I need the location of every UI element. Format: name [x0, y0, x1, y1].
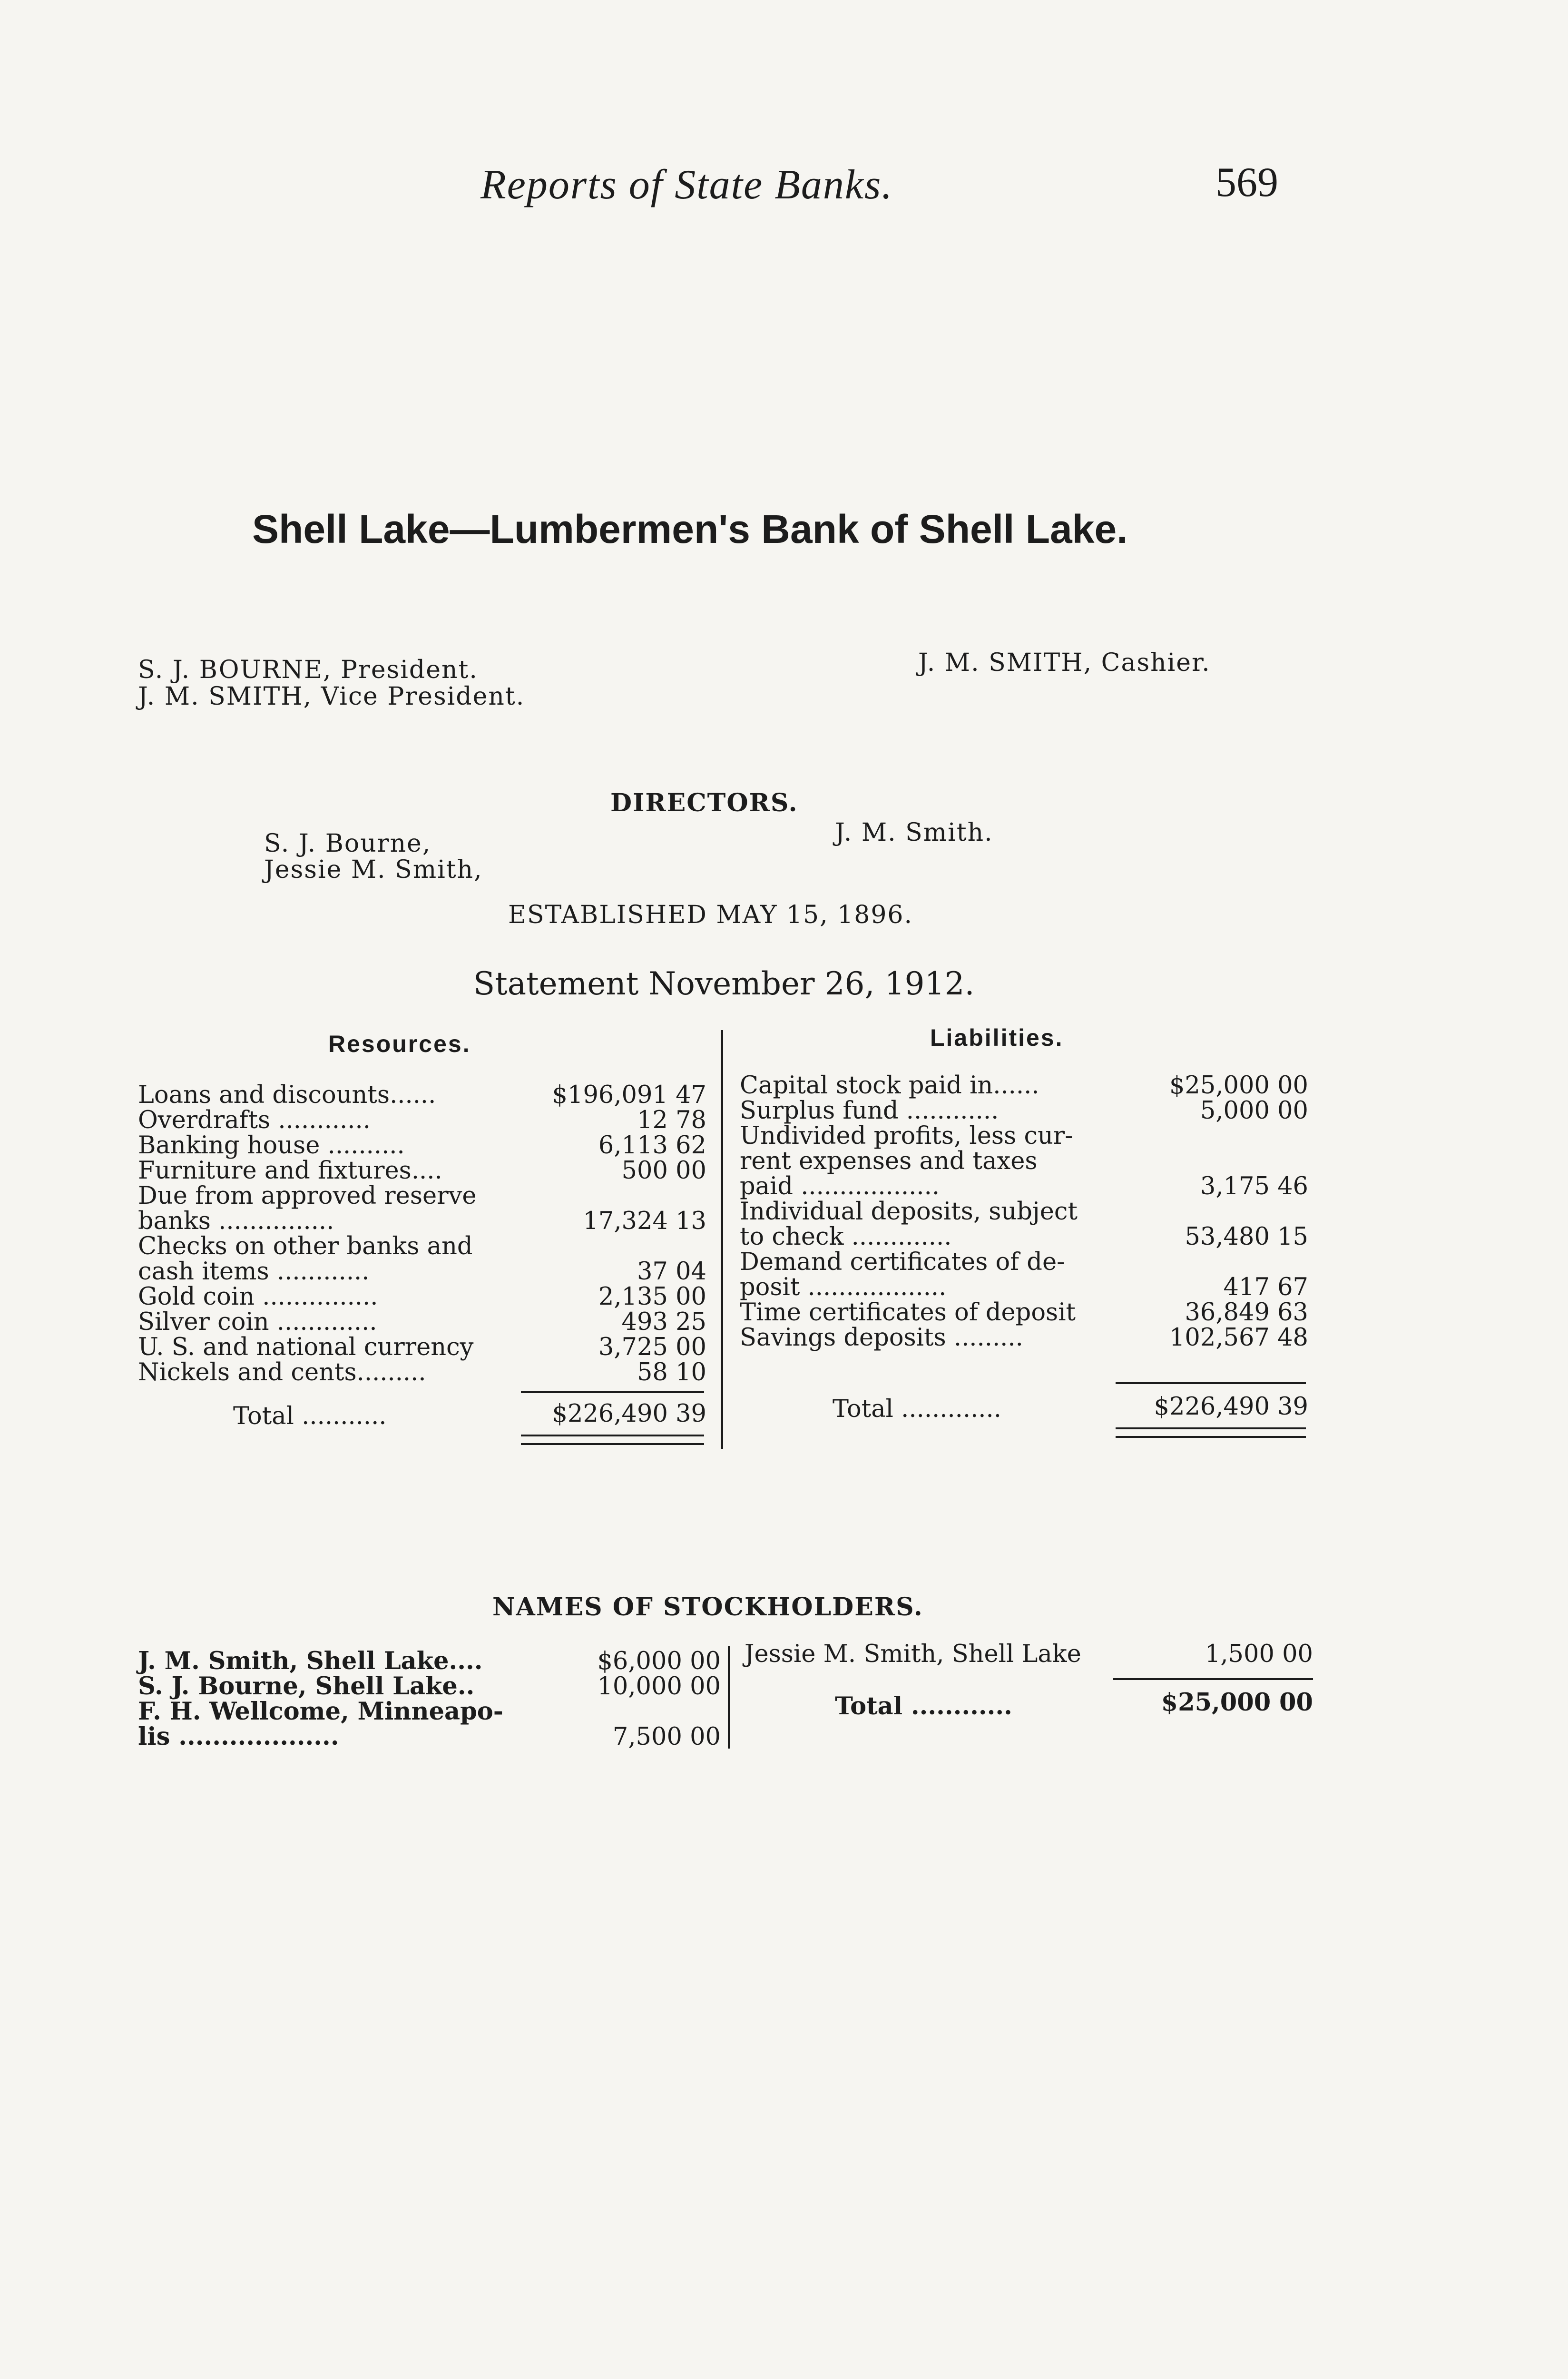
stockholders-right-amounts — [1139, 1642, 1313, 1667]
table-row-label: Savings deposits ......... — [740, 1324, 1023, 1352]
table-row-amount: 36,849 63 — [1185, 1298, 1308, 1327]
officer-cashier: J. M. SMITH, Cashier. — [918, 649, 1211, 677]
table-row-amount: 2,135 00 — [598, 1283, 706, 1311]
resources-amounts — [523, 1082, 706, 1385]
table-row-label: rent expenses and taxes — [740, 1147, 1038, 1175]
table-row-amount: 17,324 13 — [583, 1207, 706, 1235]
officer-vice-president: J. M. SMITH, Vice President. — [138, 682, 525, 711]
total-rule — [1116, 1382, 1306, 1384]
stockholder-amount: 1,500 00 — [1205, 1640, 1313, 1668]
officer-president: S. J. BOURNE, President. — [138, 656, 478, 684]
established-date: ESTABLISHED MAY 15, 1896. — [508, 901, 913, 929]
table-row-label: banks ............... — [138, 1207, 334, 1235]
table-row-label: paid .................. — [740, 1172, 940, 1200]
page-number: 569 — [1215, 159, 1278, 206]
total-double-rule — [521, 1435, 704, 1445]
stockholders-left-amounts — [538, 1649, 721, 1750]
table-row-amount: 3,725 00 — [598, 1333, 706, 1361]
table-row-amount: 417 67 — [1223, 1273, 1308, 1301]
director-name: J. M. Smith. — [835, 818, 993, 847]
table-row-label: Furniture and fixtures.... — [138, 1157, 442, 1185]
table-row-amount: $25,000 00 — [1169, 1072, 1308, 1100]
stockholders-total-label: Total ............ — [835, 1692, 1012, 1720]
table-row-amount — [1123, 1123, 1308, 1149]
resources-total-amount: $226,490 39 — [552, 1400, 706, 1428]
column-divider — [721, 1030, 723, 1449]
table-row-label: Individual deposits, subject — [740, 1198, 1078, 1226]
director-name: Jessie M. Smith, — [264, 855, 483, 884]
stockholder-name: J. M. Smith, Shell Lake.... — [138, 1647, 483, 1675]
stockholder-amount: $6,000 00 — [597, 1647, 721, 1675]
table-row-label: Gold coin ............... — [138, 1283, 378, 1311]
stockholder-name: lis ................... — [138, 1722, 339, 1751]
table-row-label: cash items ............ — [138, 1258, 370, 1286]
table-row-label: Overdrafts ............ — [138, 1106, 371, 1134]
director-name: S. J. Bourne, — [264, 829, 431, 858]
stockholders-heading: NAMES OF STOCKHOLDERS. — [492, 1593, 923, 1622]
table-row-amount: 5,000 00 — [1200, 1097, 1308, 1125]
stockholders-divider — [728, 1646, 730, 1749]
table-row-amount: 500 00 — [621, 1157, 706, 1185]
table-row-label: U. S. and national currency — [138, 1333, 474, 1361]
stockholders-total-amount: $25,000 00 — [1161, 1688, 1313, 1717]
table-row-amount: 58 10 — [637, 1358, 706, 1386]
total-rule — [521, 1391, 704, 1393]
table-row-label: Due from approved reserve — [138, 1182, 477, 1210]
table-row-amount: 6,113 62 — [598, 1131, 706, 1160]
table-row-amount — [1123, 1249, 1308, 1275]
table-row-label: posit .................. — [740, 1273, 947, 1301]
statement-title: Statement November 26, 1912. — [473, 965, 975, 1002]
running-header-title: Reports of State Banks. — [480, 162, 893, 208]
table-row-label: Loans and discounts...... — [138, 1081, 436, 1109]
table-row-amount — [523, 1234, 706, 1259]
resources-total-label: Total ........... — [233, 1402, 387, 1430]
table-row-amount: $196,091 47 — [552, 1081, 706, 1109]
table-row-label: Capital stock paid in...... — [740, 1072, 1039, 1100]
total-double-rule — [1116, 1427, 1306, 1438]
stockholder-name: Jessie M. Smith, Shell Lake — [745, 1640, 1081, 1668]
table-row-amount — [1123, 1149, 1308, 1174]
table-row-label: to check ............. — [740, 1223, 952, 1251]
table-row-label: Surplus fund ............ — [740, 1097, 999, 1125]
table-row-amount: 37 04 — [637, 1258, 706, 1286]
table-row-label: Undivided profits, less cur- — [740, 1122, 1073, 1150]
stockholders-left-labels — [138, 1649, 528, 1750]
resources-labels — [138, 1082, 519, 1385]
table-row-label: Demand certificates of de- — [740, 1248, 1065, 1276]
table-row-amount: 53,480 15 — [1185, 1223, 1308, 1251]
table-row-amount: 12 78 — [637, 1106, 706, 1134]
directors-heading: DIRECTORS. — [610, 788, 798, 817]
stockholders-right-labels — [745, 1642, 1081, 1667]
table-row-label: Nickels and cents......... — [138, 1358, 426, 1386]
stockholder-amount: 10,000 00 — [597, 1672, 721, 1701]
table-row-amount: 102,567 48 — [1169, 1324, 1308, 1352]
table-row-label: Time certificates of deposit — [740, 1298, 1076, 1327]
stockholder-name: F. H. Wellcome, Minneapo- — [138, 1697, 503, 1726]
stockholder-amount — [538, 1699, 721, 1724]
bank-title: Shell Lake—Lumbermen's Bank of Shell Lake. — [252, 507, 1128, 551]
table-row-label: Silver coin ............. — [138, 1308, 377, 1336]
table-row-amount — [1123, 1199, 1308, 1224]
liabilities-total-label: Total ............. — [833, 1395, 1001, 1423]
table-row-amount: 493 25 — [621, 1308, 706, 1336]
liabilities-total-amount: $226,490 39 — [1154, 1393, 1308, 1421]
table-row-amount: 3,175 46 — [1200, 1172, 1308, 1200]
resources-heading: Resources. — [328, 1031, 471, 1057]
stockholder-amount: 7,500 00 — [612, 1723, 721, 1751]
liabilities-amounts — [1123, 1073, 1308, 1350]
stockholder-name: S. J. Bourne, Shell Lake.. — [138, 1672, 475, 1701]
table-row-amount — [523, 1183, 706, 1209]
table-row-label: Banking house .......... — [138, 1131, 405, 1160]
liabilities-labels — [740, 1073, 1120, 1350]
total-rule — [1113, 1678, 1313, 1680]
liabilities-heading: Liabilities. — [930, 1024, 1064, 1051]
table-row-label: Checks on other banks and — [138, 1232, 473, 1260]
